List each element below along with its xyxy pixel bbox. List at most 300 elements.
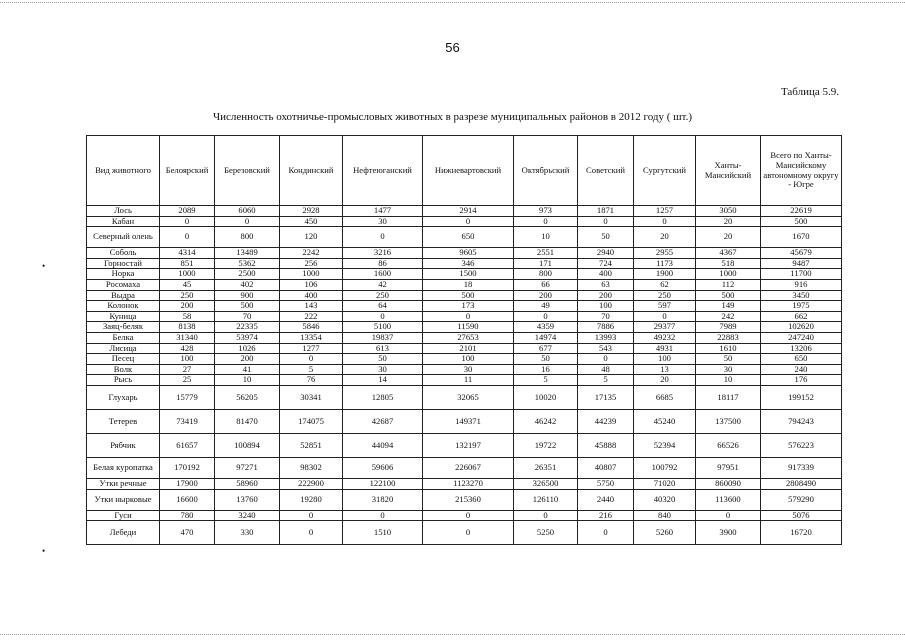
- count-cell: 200: [160, 301, 215, 312]
- count-cell: 66526: [696, 433, 761, 457]
- table-row: [87, 269, 842, 280]
- count-cell: 100894: [215, 433, 280, 457]
- count-cell: 215360: [423, 489, 514, 510]
- count-cell: 1000: [696, 269, 761, 280]
- count-cell: 840: [634, 510, 696, 521]
- count-cell: 1000: [160, 269, 215, 280]
- table-row: [87, 290, 842, 301]
- scan-edge-bottom: [0, 634, 905, 635]
- table-row: [87, 227, 842, 248]
- count-cell: 3216: [343, 248, 423, 259]
- table-body: [87, 206, 842, 545]
- count-cell: 10020: [514, 385, 578, 409]
- count-cell: 20: [696, 227, 761, 248]
- count-cell: 3240: [215, 510, 280, 521]
- column-header-district: Березовский: [215, 136, 280, 206]
- count-cell: 46242: [514, 409, 578, 433]
- count-cell: 724: [578, 258, 634, 269]
- count-cell: 113600: [696, 489, 761, 510]
- count-cell: 11: [423, 375, 514, 386]
- count-cell: 0: [696, 510, 761, 521]
- count-cell: 1000: [280, 269, 343, 280]
- count-cell: 500: [215, 301, 280, 312]
- animal-name-cell: Песец: [87, 354, 160, 365]
- count-cell: 0: [423, 311, 514, 322]
- count-cell: 450: [280, 216, 343, 227]
- count-cell: 70: [215, 311, 280, 322]
- count-cell: 240: [761, 364, 842, 375]
- count-cell: 20: [696, 216, 761, 227]
- animal-name-cell: Рябчик: [87, 433, 160, 457]
- count-cell: 13489: [215, 248, 280, 259]
- column-header-district: Белоярский: [160, 136, 215, 206]
- animal-name-cell: Северный олень: [87, 227, 160, 248]
- count-cell: 1257: [634, 206, 696, 217]
- count-cell: 45: [160, 279, 215, 290]
- count-cell: 216: [578, 510, 634, 521]
- column-header-district: Ханты-Мансийский: [696, 136, 761, 206]
- count-cell: 860090: [696, 478, 761, 489]
- count-cell: 3900: [696, 521, 761, 545]
- count-cell: 10: [215, 375, 280, 386]
- count-cell: 176: [761, 375, 842, 386]
- count-cell: 917339: [761, 457, 842, 478]
- count-cell: 13760: [215, 489, 280, 510]
- count-cell: 2940: [578, 248, 634, 259]
- count-cell: 59606: [343, 457, 423, 478]
- count-cell: 2551: [514, 248, 578, 259]
- count-cell: 0: [578, 354, 634, 365]
- count-cell: 650: [423, 227, 514, 248]
- table-title: Численность охотничье-промысловых животных в разрезе муниципальных районов в 2012 году ( шт.): [212, 111, 693, 123]
- count-cell: 29377: [634, 322, 696, 333]
- count-cell: 1277: [280, 343, 343, 354]
- count-cell: 5: [578, 375, 634, 386]
- count-cell: 41: [215, 364, 280, 375]
- count-cell: 122100: [343, 478, 423, 489]
- count-cell: 226067: [423, 457, 514, 478]
- count-cell: 500: [423, 290, 514, 301]
- count-cell: 30: [423, 364, 514, 375]
- column-header-district: Нефтеюганский: [343, 136, 423, 206]
- count-cell: 16600: [160, 489, 215, 510]
- count-cell: 2242: [280, 248, 343, 259]
- count-cell: 58960: [215, 478, 280, 489]
- count-cell: 27: [160, 364, 215, 375]
- count-cell: 1510: [343, 521, 423, 545]
- count-cell: 0: [280, 354, 343, 365]
- count-cell: 4367: [696, 248, 761, 259]
- count-cell: 0: [514, 311, 578, 322]
- count-cell: 900: [215, 290, 280, 301]
- table-row: [87, 489, 842, 510]
- count-cell: 45888: [578, 433, 634, 457]
- count-cell: 15779: [160, 385, 215, 409]
- count-cell: 52394: [634, 433, 696, 457]
- animal-name-cell: Белка: [87, 332, 160, 343]
- count-cell: 13: [634, 364, 696, 375]
- animal-name-cell: Глухарь: [87, 385, 160, 409]
- count-cell: 10: [696, 375, 761, 386]
- count-cell: 0: [578, 521, 634, 545]
- count-cell: 199152: [761, 385, 842, 409]
- count-cell: 400: [280, 290, 343, 301]
- count-cell: 42: [343, 279, 423, 290]
- count-cell: 1173: [634, 258, 696, 269]
- count-cell: 40320: [634, 489, 696, 510]
- count-cell: 30: [343, 216, 423, 227]
- count-cell: 250: [160, 290, 215, 301]
- count-cell: 579290: [761, 489, 842, 510]
- animal-name-cell: Заяц-беляк: [87, 322, 160, 333]
- count-cell: 8138: [160, 322, 215, 333]
- count-cell: 780: [160, 510, 215, 521]
- count-cell: 100792: [634, 457, 696, 478]
- table-row: [87, 248, 842, 259]
- count-cell: 173: [423, 301, 514, 312]
- count-cell: 0: [634, 216, 696, 227]
- count-cell: 256: [280, 258, 343, 269]
- count-cell: 200: [215, 354, 280, 365]
- count-cell: 70: [578, 311, 634, 322]
- count-cell: 2914: [423, 206, 514, 217]
- count-cell: 5076: [761, 510, 842, 521]
- count-cell: 143: [280, 301, 343, 312]
- column-header-animal: Вид животного: [87, 136, 160, 206]
- count-cell: 30: [696, 364, 761, 375]
- count-cell: 1610: [696, 343, 761, 354]
- count-cell: 0: [343, 227, 423, 248]
- count-cell: 30: [343, 364, 423, 375]
- count-cell: 1900: [634, 269, 696, 280]
- column-header-district: Нижневартовский: [423, 136, 514, 206]
- count-cell: 20: [634, 227, 696, 248]
- count-cell: 576223: [761, 433, 842, 457]
- count-cell: 2955: [634, 248, 696, 259]
- count-cell: 50: [696, 354, 761, 365]
- table-row: [87, 206, 842, 217]
- column-header-district: Октябрьский: [514, 136, 578, 206]
- animal-name-cell: Соболь: [87, 248, 160, 259]
- count-cell: 1123270: [423, 478, 514, 489]
- count-cell: 1975: [761, 301, 842, 312]
- table-row: [87, 385, 842, 409]
- count-cell: 200: [578, 290, 634, 301]
- count-cell: 17900: [160, 478, 215, 489]
- count-cell: 100: [578, 301, 634, 312]
- count-cell: 5750: [578, 478, 634, 489]
- count-cell: 0: [343, 311, 423, 322]
- count-cell: 3050: [696, 206, 761, 217]
- count-cell: 11590: [423, 322, 514, 333]
- count-cell: 2440: [578, 489, 634, 510]
- count-cell: 13354: [280, 332, 343, 343]
- count-cell: 0: [514, 216, 578, 227]
- count-cell: 31340: [160, 332, 215, 343]
- count-cell: 0: [343, 510, 423, 521]
- count-cell: 17135: [578, 385, 634, 409]
- count-cell: 66: [514, 279, 578, 290]
- count-cell: 2101: [423, 343, 514, 354]
- count-cell: 518: [696, 258, 761, 269]
- count-cell: 3450: [761, 290, 842, 301]
- count-cell: 27653: [423, 332, 514, 343]
- count-cell: 346: [423, 258, 514, 269]
- count-cell: 12805: [343, 385, 423, 409]
- count-cell: 5260: [634, 521, 696, 545]
- animal-name-cell: Лось: [87, 206, 160, 217]
- count-cell: 650: [761, 354, 842, 365]
- count-cell: 98302: [280, 457, 343, 478]
- table-row: [87, 375, 842, 386]
- animal-name-cell: Горностай: [87, 258, 160, 269]
- count-cell: 0: [280, 521, 343, 545]
- count-cell: 73419: [160, 409, 215, 433]
- count-cell: 137500: [696, 409, 761, 433]
- table-row: [87, 279, 842, 290]
- count-cell: 44239: [578, 409, 634, 433]
- count-cell: 61657: [160, 433, 215, 457]
- count-cell: 22883: [696, 332, 761, 343]
- count-cell: 662: [761, 311, 842, 322]
- count-cell: 26351: [514, 457, 578, 478]
- count-cell: 2808490: [761, 478, 842, 489]
- count-cell: 242: [696, 311, 761, 322]
- count-cell: 6060: [215, 206, 280, 217]
- table-label: Таблица 5.9.: [780, 86, 839, 98]
- animal-name-cell: Тетерев: [87, 409, 160, 433]
- count-cell: 7989: [696, 322, 761, 333]
- count-cell: 30341: [280, 385, 343, 409]
- count-cell: 5100: [343, 322, 423, 333]
- count-cell: 0: [423, 216, 514, 227]
- count-cell: 222900: [280, 478, 343, 489]
- count-cell: 14974: [514, 332, 578, 343]
- animal-population-table: [86, 135, 842, 545]
- count-cell: 4931: [634, 343, 696, 354]
- count-cell: 171: [514, 258, 578, 269]
- count-cell: 597: [634, 301, 696, 312]
- animal-name-cell: Белая куропатка: [87, 457, 160, 478]
- count-cell: 800: [514, 269, 578, 280]
- count-cell: 42687: [343, 409, 423, 433]
- column-header-district: Кондинский: [280, 136, 343, 206]
- count-cell: 13206: [761, 343, 842, 354]
- count-cell: 20: [634, 375, 696, 386]
- count-cell: 19280: [280, 489, 343, 510]
- count-cell: 81470: [215, 409, 280, 433]
- count-cell: 50: [343, 354, 423, 365]
- animal-name-cell: Гуси: [87, 510, 160, 521]
- count-cell: 25: [160, 375, 215, 386]
- count-cell: 500: [696, 290, 761, 301]
- count-cell: 794243: [761, 409, 842, 433]
- count-cell: 149371: [423, 409, 514, 433]
- animal-name-cell: Рысь: [87, 375, 160, 386]
- table-row: [87, 433, 842, 457]
- table-header-row: [87, 136, 842, 206]
- count-cell: 100: [160, 354, 215, 365]
- count-cell: 170192: [160, 457, 215, 478]
- count-cell: 326500: [514, 478, 578, 489]
- count-cell: 4314: [160, 248, 215, 259]
- margin-mark: •: [42, 261, 46, 271]
- count-cell: 100: [423, 354, 514, 365]
- count-cell: 52851: [280, 433, 343, 457]
- count-cell: 18: [423, 279, 514, 290]
- count-cell: 14: [343, 375, 423, 386]
- count-cell: 5846: [280, 322, 343, 333]
- count-cell: 677: [514, 343, 578, 354]
- count-cell: 1871: [578, 206, 634, 217]
- count-cell: 86: [343, 258, 423, 269]
- count-cell: 5362: [215, 258, 280, 269]
- count-cell: 71020: [634, 478, 696, 489]
- count-cell: 102620: [761, 322, 842, 333]
- count-cell: 613: [343, 343, 423, 354]
- count-cell: 50: [578, 227, 634, 248]
- count-cell: 4359: [514, 322, 578, 333]
- table-row: [87, 510, 842, 521]
- animal-name-cell: Утки нырковые: [87, 489, 160, 510]
- count-cell: 53974: [215, 332, 280, 343]
- count-cell: 174075: [280, 409, 343, 433]
- count-cell: 32065: [423, 385, 514, 409]
- count-cell: 56205: [215, 385, 280, 409]
- animal-name-cell: Выдра: [87, 290, 160, 301]
- count-cell: 543: [578, 343, 634, 354]
- count-cell: 16720: [761, 521, 842, 545]
- table-row: [87, 322, 842, 333]
- count-cell: 149: [696, 301, 761, 312]
- table-row: [87, 216, 842, 227]
- count-cell: 63: [578, 279, 634, 290]
- count-cell: 500: [761, 216, 842, 227]
- count-cell: 22335: [215, 322, 280, 333]
- count-cell: 330: [215, 521, 280, 545]
- count-cell: 2928: [280, 206, 343, 217]
- margin-mark: •: [42, 546, 46, 556]
- count-cell: 0: [160, 216, 215, 227]
- count-cell: 49232: [634, 332, 696, 343]
- count-cell: 250: [634, 290, 696, 301]
- table-row: [87, 409, 842, 433]
- count-cell: 106: [280, 279, 343, 290]
- animal-name-cell: Куница: [87, 311, 160, 322]
- count-cell: 11700: [761, 269, 842, 280]
- count-cell: 22619: [761, 206, 842, 217]
- count-cell: 400: [578, 269, 634, 280]
- count-cell: 19722: [514, 433, 578, 457]
- count-cell: 62: [634, 279, 696, 290]
- count-cell: 402: [215, 279, 280, 290]
- animal-name-cell: Волк: [87, 364, 160, 375]
- count-cell: 851: [160, 258, 215, 269]
- count-cell: 470: [160, 521, 215, 545]
- count-cell: 5: [280, 364, 343, 375]
- count-cell: 120: [280, 227, 343, 248]
- count-cell: 2089: [160, 206, 215, 217]
- count-cell: 112: [696, 279, 761, 290]
- count-cell: 76: [280, 375, 343, 386]
- count-cell: 0: [578, 216, 634, 227]
- count-cell: 49: [514, 301, 578, 312]
- page-number: 56: [445, 40, 460, 55]
- table-row: [87, 258, 842, 269]
- animal-name-cell: Утки речные: [87, 478, 160, 489]
- count-cell: 97271: [215, 457, 280, 478]
- count-cell: 916: [761, 279, 842, 290]
- count-cell: 0: [280, 510, 343, 521]
- count-cell: 0: [160, 227, 215, 248]
- count-cell: 9487: [761, 258, 842, 269]
- animal-name-cell: Норка: [87, 269, 160, 280]
- count-cell: 126110: [514, 489, 578, 510]
- count-cell: 40807: [578, 457, 634, 478]
- table-row: [87, 478, 842, 489]
- count-cell: 800: [215, 227, 280, 248]
- animal-name-cell: Росомаха: [87, 279, 160, 290]
- count-cell: 1500: [423, 269, 514, 280]
- count-cell: 18117: [696, 385, 761, 409]
- count-cell: 973: [514, 206, 578, 217]
- count-cell: 97951: [696, 457, 761, 478]
- table-row: [87, 343, 842, 354]
- animal-name-cell: Лебеди: [87, 521, 160, 545]
- count-cell: 7886: [578, 322, 634, 333]
- animal-name-cell: Колонок: [87, 301, 160, 312]
- count-cell: 2500: [215, 269, 280, 280]
- count-cell: 222: [280, 311, 343, 322]
- count-cell: 1670: [761, 227, 842, 248]
- count-cell: 100: [634, 354, 696, 365]
- column-header-district: Советский: [578, 136, 634, 206]
- column-header-district: Всего по Ханты-Мансийскому автономному округу - Югре: [761, 136, 842, 206]
- count-cell: 13993: [578, 332, 634, 343]
- count-cell: 1026: [215, 343, 280, 354]
- count-cell: 31820: [343, 489, 423, 510]
- animal-name-cell: Кабан: [87, 216, 160, 227]
- scan-edge-top: [0, 2, 905, 3]
- count-cell: 10: [514, 227, 578, 248]
- table-row: [87, 332, 842, 343]
- count-cell: 0: [514, 510, 578, 521]
- column-header-district: Сургутский: [634, 136, 696, 206]
- count-cell: 428: [160, 343, 215, 354]
- count-cell: 0: [423, 510, 514, 521]
- table-row: [87, 364, 842, 375]
- count-cell: 9605: [423, 248, 514, 259]
- count-cell: 45679: [761, 248, 842, 259]
- count-cell: 1477: [343, 206, 423, 217]
- count-cell: 16: [514, 364, 578, 375]
- table-row: [87, 354, 842, 365]
- count-cell: 5250: [514, 521, 578, 545]
- count-cell: 0: [215, 216, 280, 227]
- count-cell: 250: [343, 290, 423, 301]
- table-row: [87, 311, 842, 322]
- count-cell: 19837: [343, 332, 423, 343]
- count-cell: 50: [514, 354, 578, 365]
- table-row: [87, 301, 842, 312]
- count-cell: 44094: [343, 433, 423, 457]
- count-cell: 0: [423, 521, 514, 545]
- count-cell: 200: [514, 290, 578, 301]
- table-row: [87, 521, 842, 545]
- count-cell: 0: [634, 311, 696, 322]
- count-cell: 58: [160, 311, 215, 322]
- count-cell: 64: [343, 301, 423, 312]
